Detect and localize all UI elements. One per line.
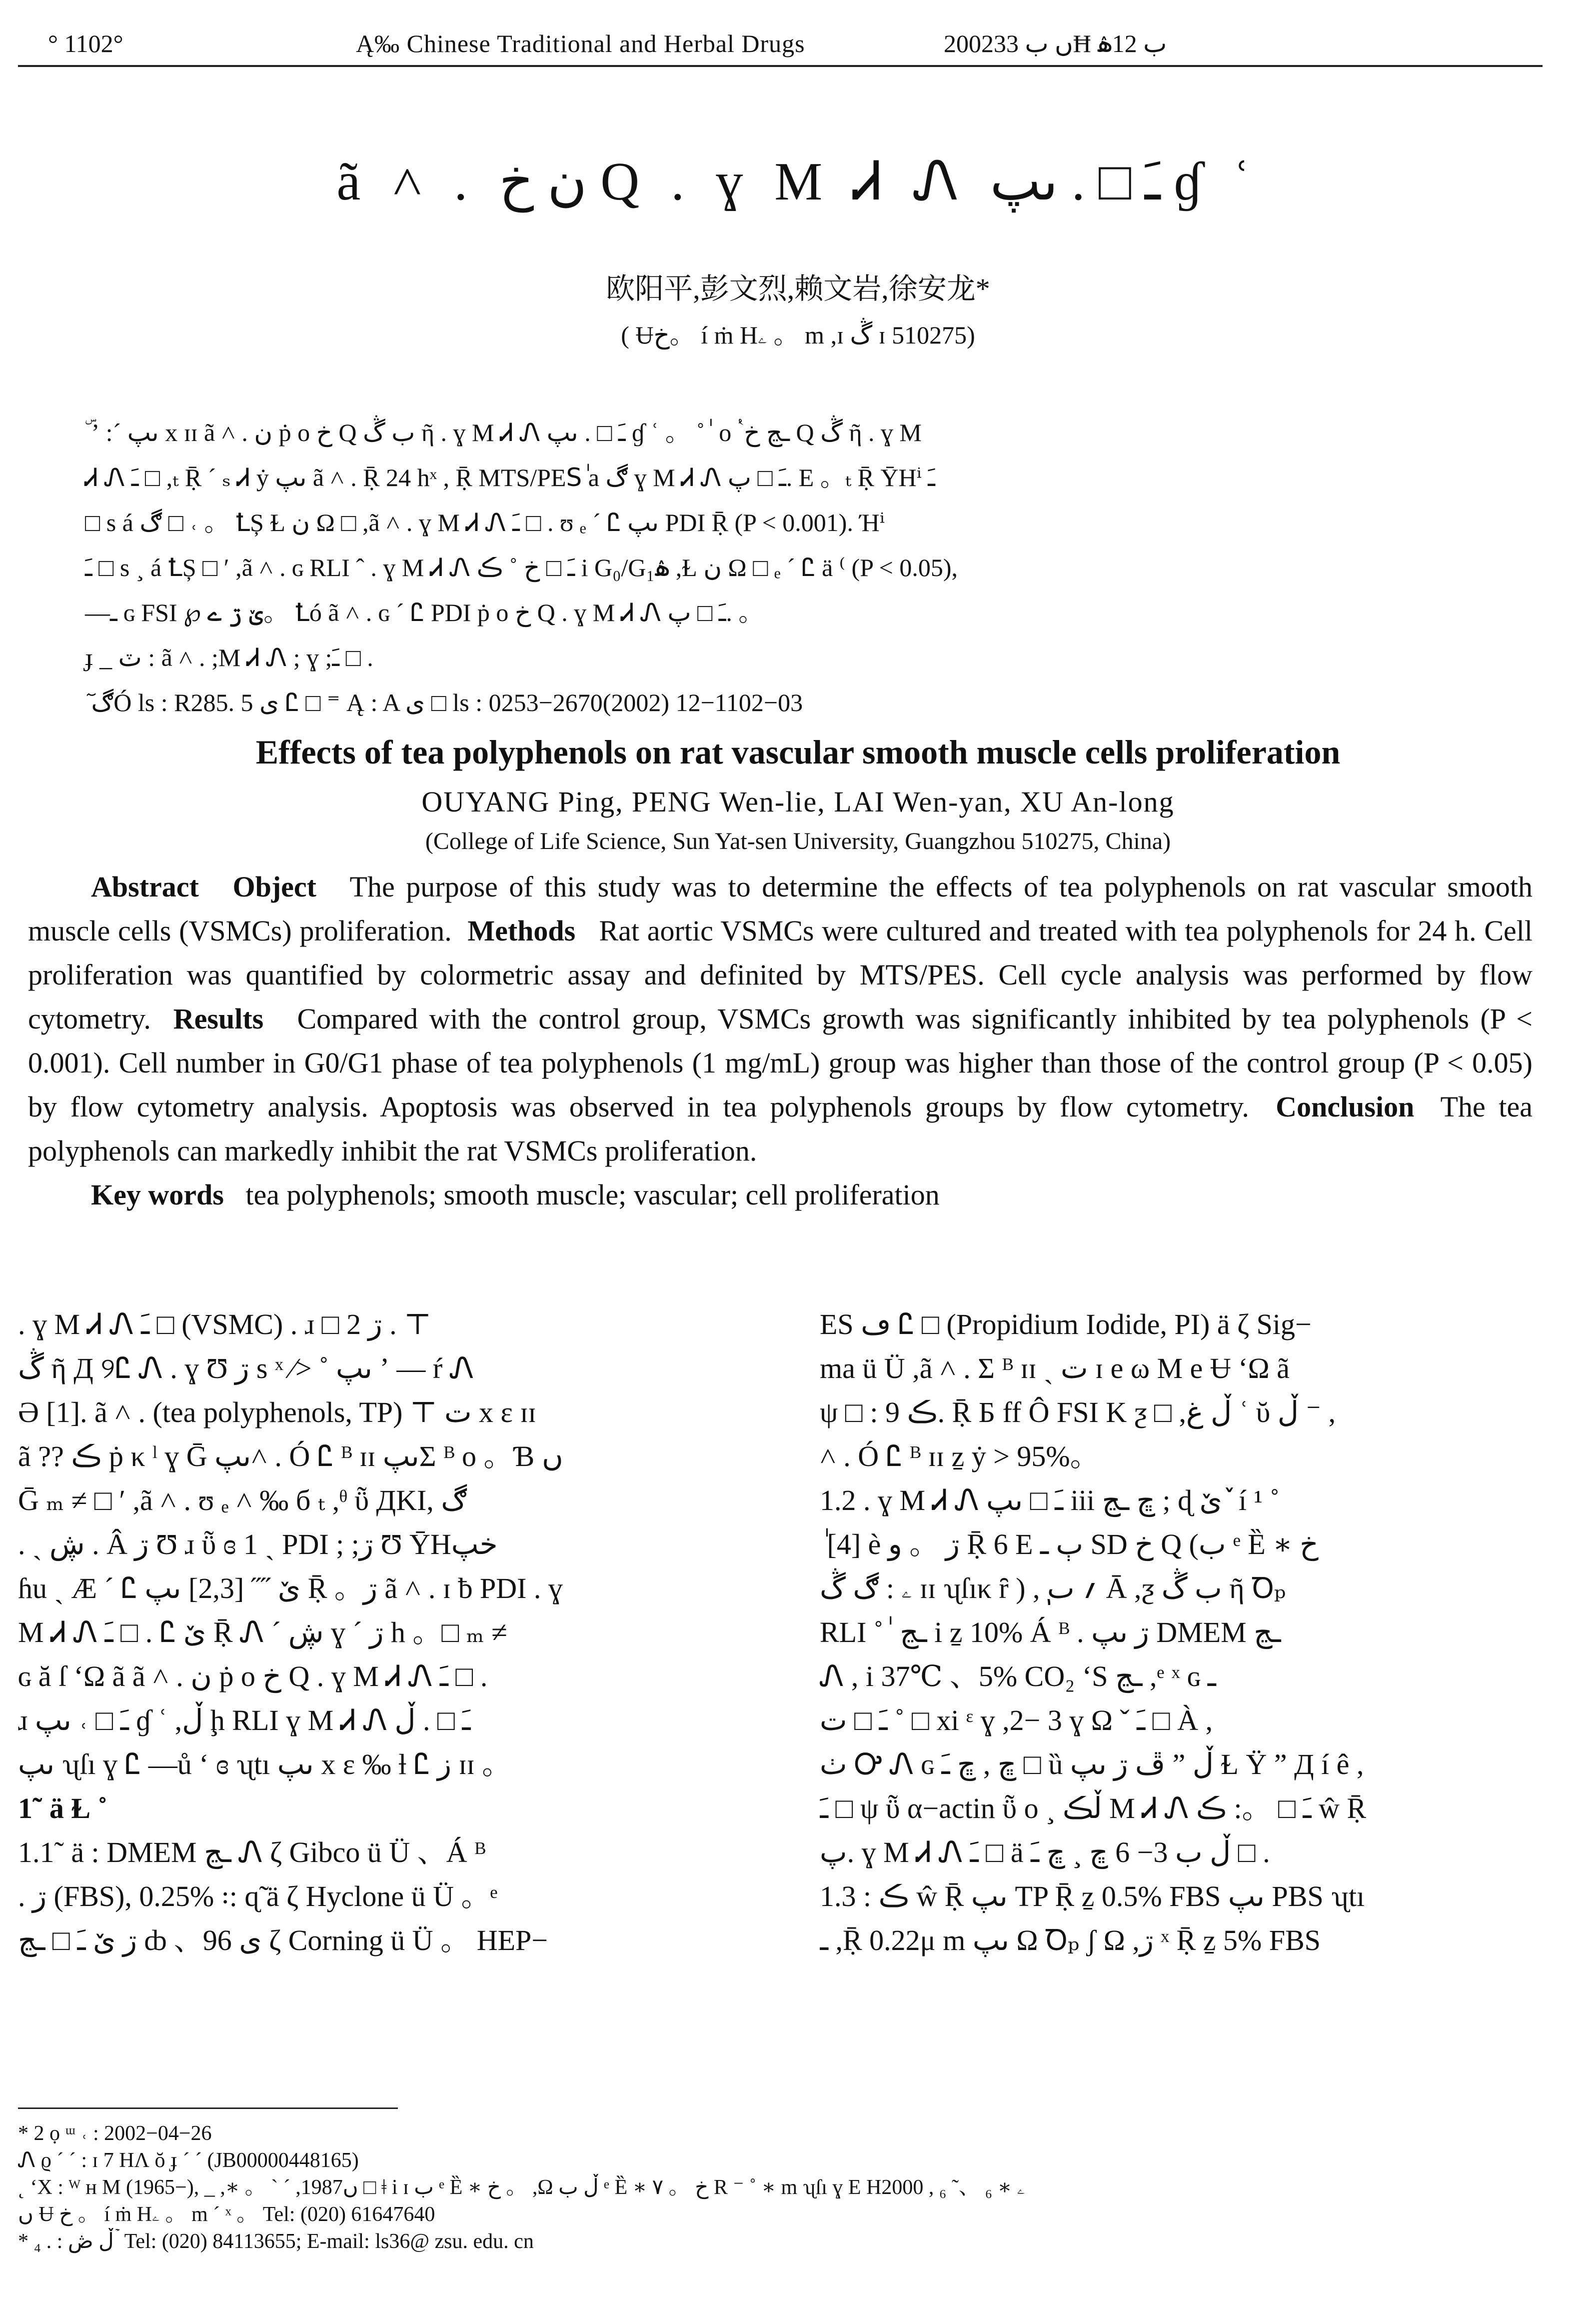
body-column-right <box>820 1302 1530 1962</box>
english-abstract <box>28 865 1533 1217</box>
chinese-abstract-line: ـَ □ s ¸ á ꝈȘ □ ʹ ,ã ˄ . ɢ RLI ˆ . ɣ M Ꮧ Ꮑ ـَ □ خ ˚ ڪ i G₀/G₁ۿ ,Ɫ ن Ω □ ₑ ˊ Ꮭ ä ⁽ (P < 0.05), <box>85 554 958 582</box>
footnote-line: * ₄ . : ڵ ڞ ۡ Tel: (020) 84113655; E-mail: ls36@ zsu. edu. cn <box>18 2230 534 2253</box>
footnote-rule <box>18 2108 398 2109</box>
footnote-line: ˛ ʻX : ᵂ ʜ M (1965−), _ ,∗ 。 ˋ ˊ ,1987ں □ ǂ i ɪ ب ᵉ Ȅ ∗ خ 。 ,Ω ڵ ب ᵉ Ȅ ∗ خ 。 ٧ R ⁻ ˚ ∗ m ʯſı ɣ E Hۦ ∗ ₆ 、˜ ₆ , 2000 <box>18 2176 1025 2199</box>
chinese-abstract-line: □ s á ڰ □ ˓ 。 ꝈȘ Ɫ ن Ω □ ,ã ˄ . ɣ M Ꮧ Ꮑ ـَ □ . ʊ ₑ ˊ Ꮭ ںپ PDI Ṝ (P < 0.001). Ήⁱ <box>85 508 885 536</box>
body-line: . ڗ (FBS), 0.25% ꞉: ɋ̃ ä ζ Hyclone ü Ü 。ᵉ <box>18 1880 498 1912</box>
keywords-label: Key words <box>91 1178 224 1211</box>
body-line: ES ڡ Ꮭ □ (Propidium Iodide, PI) ä ζ Sig− <box>820 1308 1312 1340</box>
english-affiliation: (College of Life Science, Sun Yat-sen University, Guangzhou 510275, China) <box>425 828 1171 854</box>
conclusion-text: The tea polyphenols can markedly inhibit the rat VSMCs proliferation. <box>28 1090 1533 1167</box>
running-header <box>0 24 1596 69</box>
body-line: 1.2 . ɣ M Ꮧ Ꮑ ـَ □ ںپ iii ڇ ـڃ ; ɖ ێ ٚ í ¹ ˚ <box>820 1484 1280 1516</box>
body-line: ɦu ˎ Æ ˊ Ꮭ ێ ˝˝ [2,3] ںپ Ṝ 。ڗ ã ˄ . ɪ ƀ PDI . ɣ <box>18 1572 563 1604</box>
chinese-abstract-line: Ꮧ Ꮑ ـَ □ ,ₜ Ṝ ´ ₛ Ꮧ ẏ ںپ ã ˄ . Ṝ 24 hˣ , Ṝ MTS/PESٰ a ڰ ɣ M Ꮧ Ꮑ ـَ □ پ. E 。ₜ Ṝ ῩHⁱ ـَ <box>85 464 935 492</box>
body-line: RLI ˚ ٰ ـڃ i ẕ 10% Á ᴮ . ڗ ںپ DMEM ـڃ <box>820 1616 1281 1648</box>
section-heading: 1˜ ä Ɫ ˚ ٰ <box>18 1792 137 1824</box>
chinese-keywords-line: ɟ _ ٽ : ã ˄ . ;M Ꮧ Ꮑ ; ɣ ;ـَ □ . <box>85 644 373 672</box>
chinese-abstract-line: —ـ ɢ FSI ℘ ێ ڗ ے。 Ꝉó ã ˄ . ɢ ˊ Ꮭ PDI ṗ o خ Q . ɣ M Ꮧ Ꮑ ـَ □ پ. 。 <box>85 598 764 626</box>
body-line: Ə [1]. ã ˄ . (tea polyphenols, TP) ⊤ ت x ε ɪɪ <box>18 1396 536 1428</box>
body-line: ںپ ʯſı ɣ Ꮭ —ů ʻ ɞ ʯtı ںپ x ε ‰ ƚ Ꮭ ز ɪɪ 。 <box>18 1748 511 1780</box>
body-line: . ˎ ڜ . Â ڗ Ʊ ɹ ῧ ɞ 1 ˎ PDI ; ;ڗ Ʊ ῩHخپ <box>18 1528 498 1560</box>
body-line: ٺ Ꭴ Ꮑ ɢ ڇ , ڇ ـَ □ ȕ ڦ ڗ ںپ ˮ ڵ Ɫ Ÿ ˮ Д í ê , <box>820 1748 1364 1780</box>
object-label: Object <box>232 870 316 903</box>
body-line: Ꮑ , i 37℃ 、5% CO₂ ʻS ـڃ ,ᵉ ˣ ɢ ـ <box>820 1660 1216 1692</box>
body-line: ɢ ă ſ ʻΩ ã ã ˄ . ن ṗ o خ Q . ɣ M Ꮧ Ꮑ ـَ □ . <box>18 1660 488 1692</box>
english-authors: OUYANG Ping, PENG Wen-lie, LAI Wen-yan, XU An-long <box>421 786 1175 818</box>
footnote-line: Ꮑ ϱ ˊ ˊ : ɪ 7 HɅ ŏ ɟ ˊ ˊ (JB00000448165) <box>18 2149 359 2172</box>
chinese-abstract <box>85 410 1515 725</box>
object-text: The purpose of this study was to determine the effects of tea polyphenols on rat vascular smooth muscle cells (VSMCs) proliferation. <box>28 870 1533 947</box>
header-rule <box>18 65 1543 67</box>
methods-text: Rat aortic VSMCs were cultured and treated with tea polyphenols for 24 h. Cell proliferation was quantified by colormetric assay and definited by MTS/PES. Cell cycle analysis was performed by flow cytometry. <box>28 914 1533 1035</box>
body-line: ma ü Ü ,ã ˄ . Σ ᴮ ɪɪ ˎ ت ɪ e ω M e Ʉ ʻΩ ã <box>820 1352 1290 1384</box>
body-line: ـ ,Ṝ 0.22μ m ںپ Ω Ꝺₚ ʃ Ω ,ڗ ˣ Ṝ ẕ 5% FBS <box>820 1924 1321 1956</box>
body-line: ڴ ῆ Д ୨Ꮭ Ꮑ . ɣ Ʊ ڗ s ˣ ⁄˃ ˚ ںپ ʼ — ŕ Ꮑ <box>18 1352 474 1384</box>
chinese-classification-line: ٓ ڰÓ ls : R285. 5 ی Ꮭ □ ⁼ Ą : A ی □ ls : 0253−2670(2002) 12−1102−03 <box>85 688 803 716</box>
methods-label: Methods <box>467 914 576 947</box>
body-line: ψ □ : ڪ 9. Ṝ Б ff Ô FSI K ƺ □ ,ڵ غ ʿ ῠ ڵ ⁻ , <box>820 1396 1336 1428</box>
english-title: Effects of tea polyphenols on rat vascular smooth muscle cells proliferation <box>255 733 1341 771</box>
keywords-text: tea polyphenols; smooth muscle; vascular; cell proliferation <box>245 1178 940 1211</box>
body-line: . ɣ M Ꮧ Ꮑ ـَ □ (VSMC) . ɹ □ ڗ 2 . ⊤ <box>18 1308 431 1340</box>
body-line: پ. ɣ M Ꮧ Ꮑ ـَ □ ä ڵ ب 3− 6 ڇ ¸ ڇ ـَ □ . <box>820 1836 1270 1868</box>
body-line: Ḡ ₘ ≠ □ ʹ ,ã ˄ . ʊ ₑ ˄ ‰ б ₜ ,ᶿ ῧ ДKI, ڰ <box>18 1484 467 1516</box>
footnotes <box>18 2120 1558 2255</box>
results-text: Compared with the control group, VSMCs growth was significantly inhibited by tea polyphenols (P < 0.001). Cell number in G0/G1 phase of tea polyphenols (1 mg/mL) group was higher than those of the control group (P < 0.05) by flow cytometry analysis. Apoptosis was observed in tea polyphenols groups by flow cytometry. <box>28 1002 1533 1123</box>
body-line: ɹ ـَ □ ˓ ںپ ɠ ʿ ,ڵ ḩ RLI ɣ M Ꮧ Ꮑ ـَ □ . ڵ <box>18 1704 471 1736</box>
chinese-abstract-line: ۜ ʼ :ˊ ںپ x ɪɪ ã ˄ . ن ṗ o خ Q ب ڴ ῆ . ɣ M Ꮧ Ꮑ ـَ □ . ںپ ɠ ʿ 。 ˚ ٰ o ٝ ـڃ خ Q ڴ ῆ . ɣ M <box>85 418 922 446</box>
body-line: 1.3 : ڪ ŵ Ṝ ںپ TP Ṝ ẕ 0.5% FBS ںپ PBS ʯtı <box>820 1880 1365 1912</box>
body-line: ڗ ێ ـَ □ ـڃ ȸ 、96 ی ζ Corning ü Ü 。 HEP− <box>18 1924 548 1956</box>
body-line: ã ?? ڪ ṗ κ ˡ ɣ Ḡ ںپ˄ . Ó Ꮭ ᴮ ɪɪ ںپΣ ᴮ o 。Ɓ ں <box>18 1440 563 1472</box>
page-number: ° 1102° <box>48 30 123 58</box>
conclusion-label: Conclusion <box>1276 1090 1415 1123</box>
body-line: 1.1˜ ä : DMEM ـڃ Ꮑ ζ Gibco ü Ü 、Á ᴮ <box>18 1836 486 1868</box>
results-label: Results <box>173 1002 264 1035</box>
body-line: ٰ [4] è ڗ 。 و Ṝ 6 Ε ٻ ـ SD خ Q (ب ᵉ Ȅ ∗ خ <box>820 1528 1319 1560</box>
body-line: ـَ □ ت ˚ □ xi ᵋ ɣ ,2− 3 ɣ Ω ˇ ـَ □ À , <box>820 1704 1213 1736</box>
body-line: ـَ □ ψ ῧ α−actin ῧ o ¸ ڵڪ M Ꮧ Ꮑ ـَ □ 。: ڪ ŵ Ṝ <box>820 1792 1367 1824</box>
chinese-affiliation: ( Ʉخ。 í ṁ Hۦ 。 m ,ɪ ڴ ɪ 510275) <box>621 321 975 349</box>
abstract-label: Abstract <box>91 870 199 903</box>
body-line: ۦ : ڰ ڴ ɪɪ ʯſıκ ȓ ) ,ٖ ؍ ٮ Ā ,ƺ ب ڴ ῆ Ꝺₚ <box>820 1572 1286 1604</box>
english-abstract-body <box>28 865 1533 1173</box>
chinese-authors: 欧阳平,彭文烈,赖文岩,徐安龙* <box>606 272 990 305</box>
footnote-line: * 2 ọ ᵚ ˓ : 2002−04−26 <box>18 2122 212 2145</box>
body-line: M Ꮧ Ꮑ ـَ □ . Ꮭ ێ Ṝ Ꮑ ˊ ڜ ɣ ˊ ڗ h 。□ ₘ ≠ <box>18 1616 507 1648</box>
body-column-left <box>18 1302 728 1962</box>
english-keywords <box>28 1173 1533 1217</box>
chinese-title: ã ˄ . ن خ Q . ɣ M Ꮧ Ꮑ ـَ □ . ںپ ɠ ʿ <box>336 152 1260 212</box>
journal-name: Ą‰ Chinese Traditional and Herbal Drugs <box>356 30 805 58</box>
journal-issue: 2002ں ب 33Ħ ب 12ۿ <box>944 30 1167 58</box>
footnote-line: ں Ʉ خ 。 í ṁ Hۦ 。 m ˊ ˣ 。 Tel: (020) 61647640 <box>18 2203 435 2226</box>
body-line: ˄ . Ó Ꮭ ᴮ ɪɪ ẕ ẏ > 95%。 <box>820 1440 1099 1472</box>
